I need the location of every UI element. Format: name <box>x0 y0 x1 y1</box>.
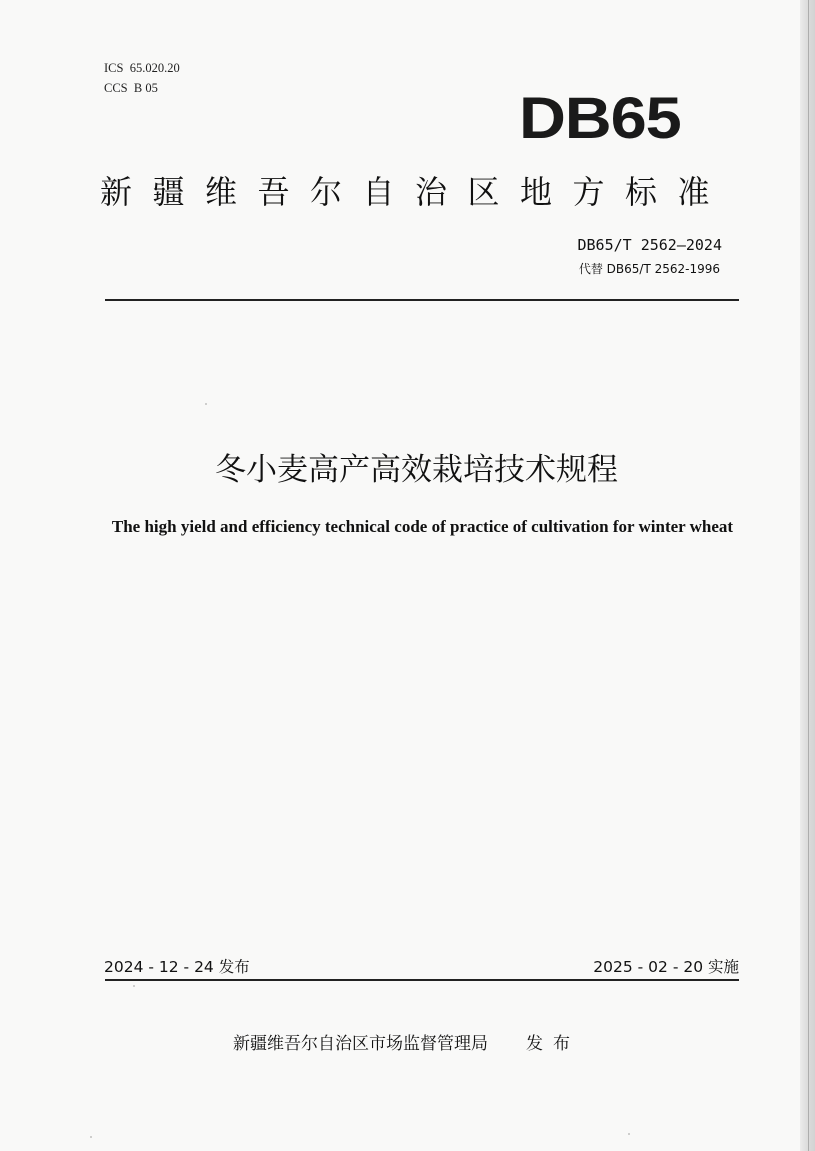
db65-logo: DB65 <box>519 86 681 151</box>
issuer-name: 新疆维吾尔自治区市场监督管理局 <box>233 1034 488 1054</box>
issuer-action: 发布 <box>526 1034 580 1054</box>
english-title: The high yield and efficiency technical code of practice of cultivation for winter wheat <box>111 517 734 536</box>
scan-edge-line <box>808 0 809 1151</box>
implement-date: 2025 - 02 - 20 实施 <box>593 958 739 976</box>
scan-speck <box>133 985 135 987</box>
chinese-title: 冬小麦高产高效栽培技术规程 <box>215 452 618 488</box>
standard-number: DB65/T 2562—2024 <box>577 236 722 254</box>
issuer-line <box>233 1032 580 1056</box>
ics-code: ICS 65.020.20 <box>104 61 180 75</box>
footer-divider <box>105 979 739 981</box>
scan-speck <box>90 1136 92 1138</box>
replaced-standard: 代替 DB65/T 2562-1996 <box>578 262 720 276</box>
ccs-code: CCS B 05 <box>104 81 158 95</box>
standard-category-title: 新疆维吾尔自治区地方标准 <box>100 173 731 211</box>
header-divider <box>105 299 739 301</box>
classification-codes <box>104 58 180 98</box>
scan-speck <box>205 403 207 405</box>
publish-date: 2024 - 12 - 24 发布 <box>104 958 250 976</box>
scan-speck <box>628 1133 630 1135</box>
